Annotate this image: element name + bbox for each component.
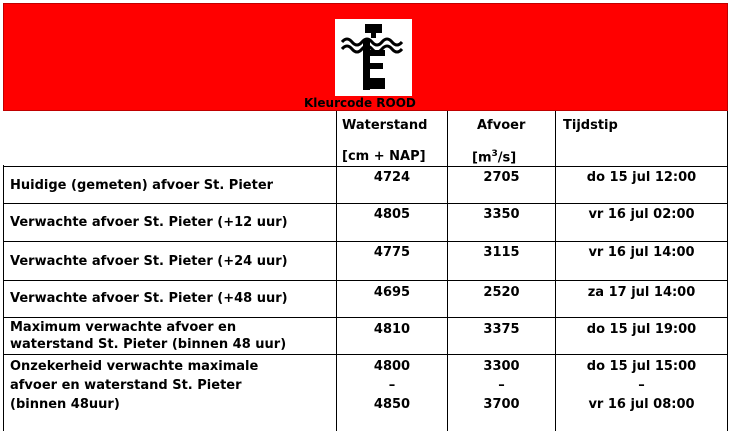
cell-tijdstip: do 15 jul 12:00 [586, 170, 697, 185]
row-label-line2: afvoer en waterstand St. Pieter [10, 378, 242, 393]
row-label: Verwachte afvoer St. Pieter (+12 uur) [10, 215, 288, 230]
row-label: Huidige (gemeten) afvoer St. Pieter [10, 178, 274, 193]
cell-tijdstip-dash: – [638, 378, 645, 393]
water-level-marker-icon [335, 19, 412, 96]
cell-afvoer: 3115 [483, 245, 520, 260]
cell-tijdstip-low: do 15 jul 15:00 [586, 359, 697, 374]
cell-waterstand: 4775 [373, 245, 411, 260]
cell-tijdstip-high: vr 16 jul 08:00 [588, 397, 695, 412]
cell-tijdstip: za 17 jul 14:00 [587, 285, 696, 300]
cell-afvoer-low: 3300 [483, 359, 520, 374]
cell-waterstand: 4805 [373, 207, 411, 222]
cell-waterstand-low: 4800 [373, 359, 411, 374]
cell-waterstand: 4724 [373, 170, 411, 185]
cell-waterstand-dash: – [388, 378, 396, 393]
cell-afvoer: 3375 [483, 322, 520, 337]
cell-afvoer: 2520 [483, 285, 520, 300]
row-label-line1: Onzekerheid verwachte maximale [10, 359, 259, 374]
cell-afvoer: 2705 [483, 170, 520, 185]
row-label-line3: (binnen 48uur) [10, 397, 120, 412]
cell-tijdstip: vr 16 jul 14:00 [588, 245, 695, 260]
cell-tijdstip: vr 16 jul 02:00 [588, 207, 695, 222]
header-waterstand: Waterstand [342, 118, 428, 133]
cell-waterstand-high: 4850 [373, 397, 411, 412]
row-divider [3, 280, 728, 281]
row-label: Verwachte afvoer St. Pieter (+24 uur) [10, 254, 288, 269]
alert-banner [3, 3, 728, 111]
cell-waterstand: 4810 [373, 322, 411, 337]
header-tijdstip: Tijdstip [563, 118, 618, 133]
header-afvoer: Afvoer [477, 118, 526, 133]
header-afvoer-unit: $[m^3/s]$ [472, 149, 517, 166]
cell-tijdstip: do 15 jul 19:00 [586, 322, 697, 337]
cell-waterstand: 4695 [373, 285, 411, 300]
row-label-line2: waterstand St. Pieter (binnen 48 uur) [10, 337, 287, 352]
row-divider [3, 354, 728, 355]
cell-afvoer-high: 3700 [483, 397, 520, 412]
cell-afvoer-dash: – [498, 378, 505, 393]
column-divider [727, 111, 728, 431]
row-divider [3, 203, 728, 204]
row-divider [3, 241, 728, 242]
color-code-label: Kleurcode ROOD [304, 96, 416, 110]
row-label: Verwachte afvoer St. Pieter (+48 uur) [10, 291, 288, 306]
column-divider [3, 165, 4, 431]
header-waterstand-unit: [cm + NAP] [342, 149, 426, 164]
row-label-line1: Maximum verwachte afvoer en [10, 320, 237, 335]
cell-afvoer: 3350 [483, 207, 520, 222]
row-divider [3, 166, 728, 167]
